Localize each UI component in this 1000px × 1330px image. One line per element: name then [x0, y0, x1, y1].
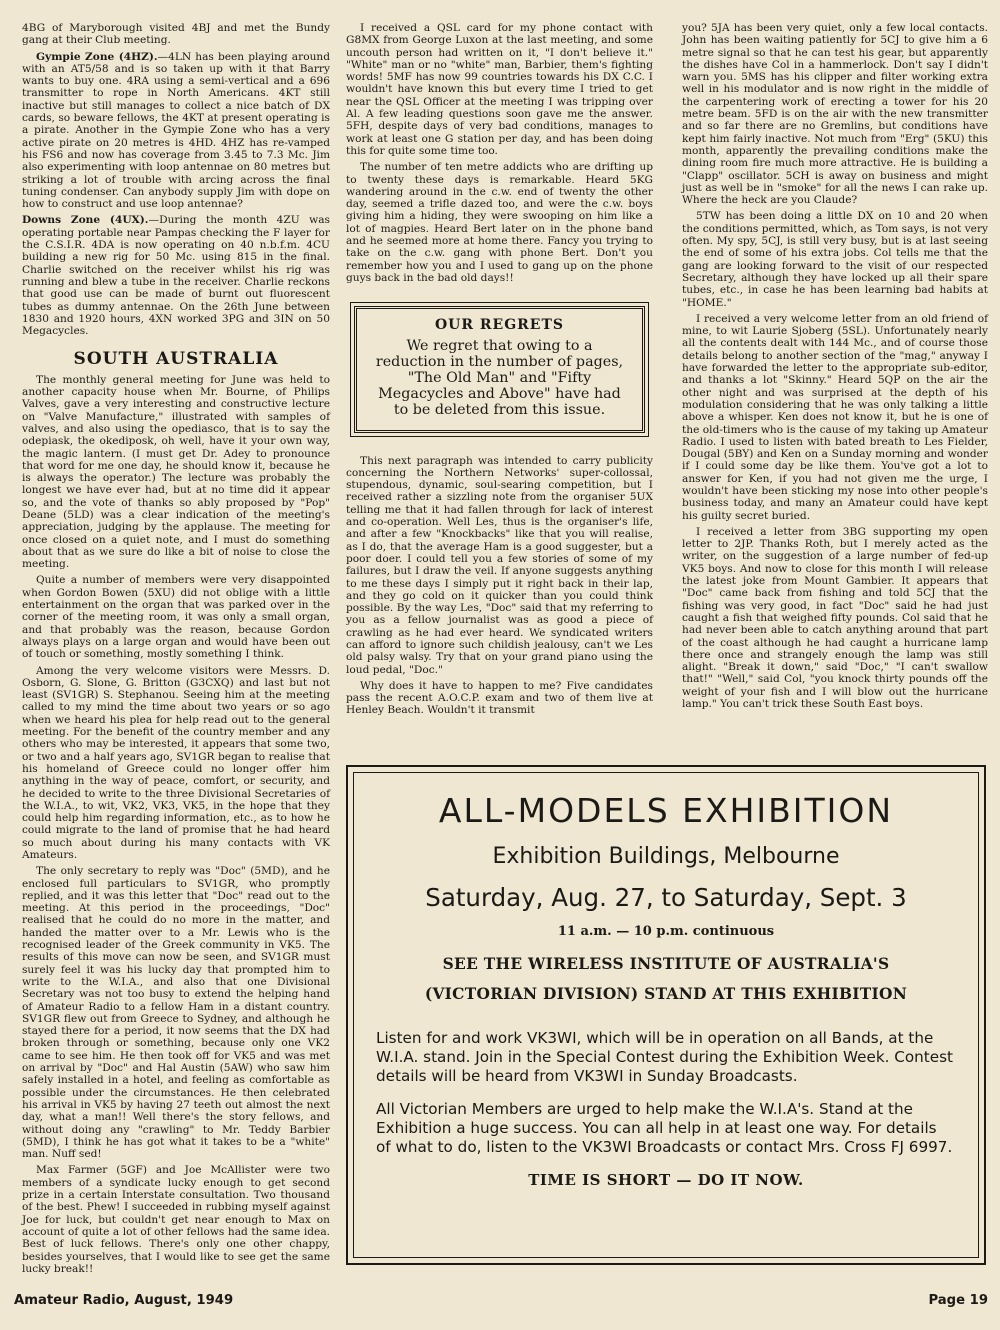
gympie-zone-paragraph [22, 51, 330, 211]
ad-body [376, 1029, 956, 1157]
ad-paragraph: Listen for and work VK3WI, which will be in operation on all Bands, at the W.I.A. stand. Join in the Special Contest during the Exhibition Week. Contest details will be heard from VK3WI in Sunday Broadcasts. [376, 1029, 953, 1085]
column-middle [346, 22, 653, 721]
sa-paragraph: Quite a number of members were very disappointed when Gordon Bowen (5XU) did not oblige with a little entertainment on the organ that was parked over in the corner of the meeting room, it was only a small organ, and that probably was the reason, because Gordon always plays on a large organ and would have been out of touch or something, mostly something I think. [22, 574, 330, 661]
gympie-zone-text: —4LN has been playing around with an AT5/58 and is so taken up with it that Barry wants to buy one. 4RA using a semi-vertical and a 696 transmitter to rope in North Americans. 4KT still inactive but still manages to collect a nice batch of DX cards, so beware fellows, the 4KT at present operating is a pirate. Another in the Gympie Zone who has a very active pirate on 20 metres is 4HD. 4HZ has re-vamped his FS6 and now has coverage from 3.45 to 7.3 Mc. Jim also experimenting with loop antennae on 80 metres but striking a lot of trouble with arcing across the final tuning condenser. Can anybody supply Jim with dope on how to construct and use loop antennae? [22, 50, 330, 211]
ad-dates: Saturday, Aug. 27, to Saturday, Sept. 3 [425, 883, 907, 912]
body-paragraph: you? 5JA has been very quiet, only a few local contacts. John has been waiting patiently for 5CJ to give him a 6 metre signal so that he can test his gear, but apparently the dishes have Col in a hammerlock. Don't say I didn't warn you. 5MS has his clipper and filter working extra well in his modulator and is now right in the middle of the carpentering work of erecting a tower for his 20 metre beam. 5FD is on the air with the new transmitter and so far there are no Gremlins, but conditions have kept him fairly inactive. Not much from "Erg" (5KU) this month, apparently the prevailing conditions make the dining room fire much more attractive. He is building a "Clapp" oscillator. 5CH is away on business and might just as well be in "smoke" for all the news I can rake up. Where the heck are you Claude? [682, 22, 988, 207]
downs-zone-text: —During the month 4ZU was operating portable near Pampas checking the F layer for the C.S.I.R. 4DA is now operating on 40 n.b.f.m. 4CU building a new rig for 50 Mc. using 815 in the final. Charlie switched on the receiver whilst his rig was running and blew a tube in the receiver. Charlie reckons that good use can be made of burnt out fluorescent tubes as dummy antennae. On the 26th June between 1830 and 1920 hours, 4XN worked 3PG and 3IN on 50 Megacycles. [22, 214, 330, 338]
sa-paragraph: The only secretary to reply was "Doc" (5MD), and he enclosed full particulars to SV1GR, who promptly replied, and it was this letter that "Doc" read out to the meeting. At this period in the proceedings, "Doc" realised that he could do no more in the matter, and handed the matter over to a Mr. Lewis who is the recognised leader of the Greek community in VK5. The results of this move can now be seen, and SV1GR must surely feel it was his lucky day that prompted him to write to the W.I.A., and also that one Divisional Secretary was not too busy to extend the helping hand of Amateur Radio to a fellow Ham in a distant country. SV1GR flew out from Greece to Sydney, and although he stayed there for a period, it now seems that the DX had broken through or something, because only one VK2 came to see him. He then took off for VK5 and was met on arrival by "Doc" and Hal Austin (5AW) who saw him safely installed in a hotel, and feeling as comfortable as possible under the circumstances. He then celebrated his arrival in VK5 by having 27 teeth out almost the next day, what a man!! Well there's the story fellows, and without doing any "crawling" to Mr. Teddy Barbier (5MD), I think he has got what it takes to be a "white" man. Nuff sed! [22, 865, 330, 1161]
body-paragraph: I received a QSL card for my phone contact with G8MX from George Luxon at the last meeting, and some uncouth person had written on it, "I don't believe it." "White" man or no "white" man, Barbier, them's fighting words! 5MF has now 99 countries towards his DX C.C. I wouldn't have known this but every time I tried to get near the QSL Officer at the meeting I was tripping over Al. A few leading questions soon gave me the answer. 5FH, despite days of very bad conditions, manages to work at least one G station per day, and has been doing this for quite some time too. [346, 22, 653, 157]
downs-zone-paragraph [22, 214, 330, 337]
body-paragraph: This next paragraph was intended to carry publicity concerning the Northern Networks' super-collossal, stupendous, dynamic, soul-searing competition, but I received rather a sizzling note from the organiser 5UX telling me that it had fallen through for lack of interest and co-operation. Well Les, thus is the organiser's life, and after a few "Knockbacks" like that you will realise, as I do, that the average Ham is a good suggester, but a poor doer. I could tell you a few stories of some of my failures, but I draw the veil. If anyone suggests anything to me these days I simply put it right back in their lap, and they go cold on it quicker than you could think possible. By the way Les, "Doc" said that my referring to you as a fellow journalist was as good a piece of crawling as he had ever heard. We syndicated writers can afford to ignore such childish jealousy, can't we Les old palsy walsy. Try that on your grand piano using the loud pedal, "Doc." [346, 454, 653, 676]
ad-see-line: SEE THE WIRELESS INSTITUTE OF AUSTRALIA'S [442, 955, 890, 973]
body-paragraph: Why does it have to happen to me? Five candidates pass the recent A.O.C.P. exam and two of them live at Henley Beach. Wouldn't it transmit [346, 679, 653, 717]
ad-title: ALL-MODELS EXHIBITION [438, 791, 894, 830]
sa-paragraph: Max Farmer (5GF) and Joe McAllister were two members of a syndicate lucky enough to get second prize in a certain Interstate consultation. Two thousand of the best. Phew! I succeeded in rubbing myself against Joe for luck, but couldn't get near enough to Max on account of quite a lot of other fellows had the same idea. Best of luck fellows. There's only one other chappy, besides yourselves, that I would like to see get the same lucky break!! [22, 1164, 330, 1275]
ad-call-to-action: TIME IS SHORT — DO IT NOW. [528, 1171, 804, 1189]
regrets-text: We regret that owing to a reduction in the number of pages, "The Old Man" and "Fifty Megacycles and Above" have had to be deleted from this issue. [375, 337, 624, 418]
body-paragraph: The number of ten metre addicts who are drifting up to twenty these days is remarkable. Heard 5KG wandering around in the c.w. end of twenty the other day, seemed a trifle dazed too, and were the c.w. boys giving him a hiding, they were swooping on him like a lot of magpies. Heard Bert later on in the phone band and he seemed more at home there. Fancy you trying to take on the c.w. gang with phone Bert. Don't you remember how you and I used to gang up on the phone guys back in the bad old days!! [346, 161, 653, 284]
section-heading-south-australia: SOUTH AUSTRALIA [73, 349, 279, 370]
regrets-title: OUR REGRETS [434, 317, 564, 334]
queensland-intro: 4BG of Maryborough visited 4BJ and met the Bundy gang at their Club meeting. [22, 22, 330, 47]
gympie-zone-heading: Gympie Zone (4HZ). [36, 50, 158, 63]
ad-venue: Exhibition Buildings, Melbourne [492, 844, 840, 869]
sa-paragraph: Among the very welcome visitors were Messrs. D. Osborn, G. Slone, G. Britton (G3CXQ) and last but not least (SV1GR) S. Stephanou. Seeing him at the meeting called to my mind the time about two years or so ago when we heard his plea for help read out to the general meeting. For the benefit of the country member and any others who may be interested, it appears that some two, or two and a half years ago, SV1GR began to realise that his homeland of Greece could no longer offer him anything in the way of peace, comfort, or security, and he decided to write to the three Divisional Secretaries of the W.I.A., to wit, VK2, VK3, VK5, in the hope that they could help him regarding information, etc., as to how he could migrate to the land of promise that he had heard so much about during his many contacts with VK Amateurs. [22, 664, 330, 861]
advertisement-inner-border [353, 772, 979, 1258]
exhibition-advertisement [346, 765, 986, 1265]
body-paragraph: I received a very welcome letter from an old friend of mine, to wit Laurie Sjoberg (5SL). Unfortunately nearly all the contents dealt with 144 Mc., and of course those details belong to another section of the "mag," anyway I have forwarded the letter to the appropriate sub-editor, and thanks a lot "Skinny." Heard 5QP on the air the other night and was surprised at the depth of his modulation considering that he was only talking a little above a whisper. Ken does not know it, but he is one of the old-timers who is the cause of my taking up Amateur Radio. I used to listen with bated breath to Les Fielder, Dougal (5BY) and Ken on a Sunday morning and wonder if I could some day be like them. You've got a lot to answer for Ken, if you had not given me the urge, I wouldn't have been sticking my nose into other people's business today, and many an Amateur could have kept his guilty secret buried. [682, 312, 988, 522]
column-left [22, 22, 330, 1279]
downs-zone-heading: Downs Zone (4UX). [22, 214, 149, 227]
ad-paragraph: All Victorian Members are urged to help make the W.I.A's. Stand at the Exhibition a huge success. You can all help in at least one way. For details of what to do, listen to the VK3WI Broadcasts or contact Mrs. Cross FJ 6997. [376, 1100, 953, 1156]
ad-hours: 11 a.m. — 10 p.m. continuous [557, 924, 775, 939]
footer-publication: Amateur Radio, August, 1949 [14, 1293, 234, 1308]
footer-page-number: Page 19 [928, 1293, 988, 1308]
column-right [682, 22, 988, 714]
body-paragraph: 5TW has been doing a little DX on 10 and 20 when the conditions permitted, which, as Tom says, is not very often. My spy, 5CJ, is still very busy, but is at last seeing the end of some of his extra jobs. Col tells me that the gang are looking forward to the visit of our respected Secretary, although they have locked up all their spare tubes, etc., in case he has been learning bad habits at "HOME." [682, 210, 988, 309]
ad-division-line: (VICTORIAN DIVISION) STAND AT THIS EXHIBITION [424, 985, 908, 1003]
body-paragraph: I received a letter from 3BG supporting my open letter to 2JP. Thanks Roth, but I merely acted as the writer, on the suggestion of a large number of fed-up VK5 boys. And now to close for this month I will release the latest joke from Mount Gambier. It appears that "Doc" came back from fishing and told 5CJ that the fishing was very good, in fact "Doc" said he had just caught a fish that weighed fifty pounds. Col said that he had never been able to catch anything around that part of the coast although he had caught a hurricane lamp there once and strangely enough the lamp was still alight. "Break it down," said "Doc," "I can't swallow that!" "Well," said Col, "you knock thirty pounds off the weight of your fish and I will blow out the hurricane lamp." You can't trick these South East boys. [682, 525, 988, 711]
sa-paragraph: The monthly general meeting for June was held to another capacity house when Mr. Bourne, of Philips Valves, gave a very interesting and constructive lecture on "Valve Manufacture," illustrated with samples of valves, and also using the opediasco, that is to say the odepiask, the okediposk, oh well, have it your own way, the magic lantern. (I must get Dr. Adey to pronounce that word for me one day, he should know it, because he is always the operator.) The lecture was probably the longest we have ever had, but at no time did it appear so, and the vote of thanks so ably proposed by "Pop" Deane (5LD) was a clear indication of the meeting's appreciation, judging by the applause. The meeting for once closed on a quiet note, and I must do something about that as we sure do like a bit of noise to close the meeting. [22, 373, 330, 571]
regrets-notice-box [354, 306, 645, 432]
